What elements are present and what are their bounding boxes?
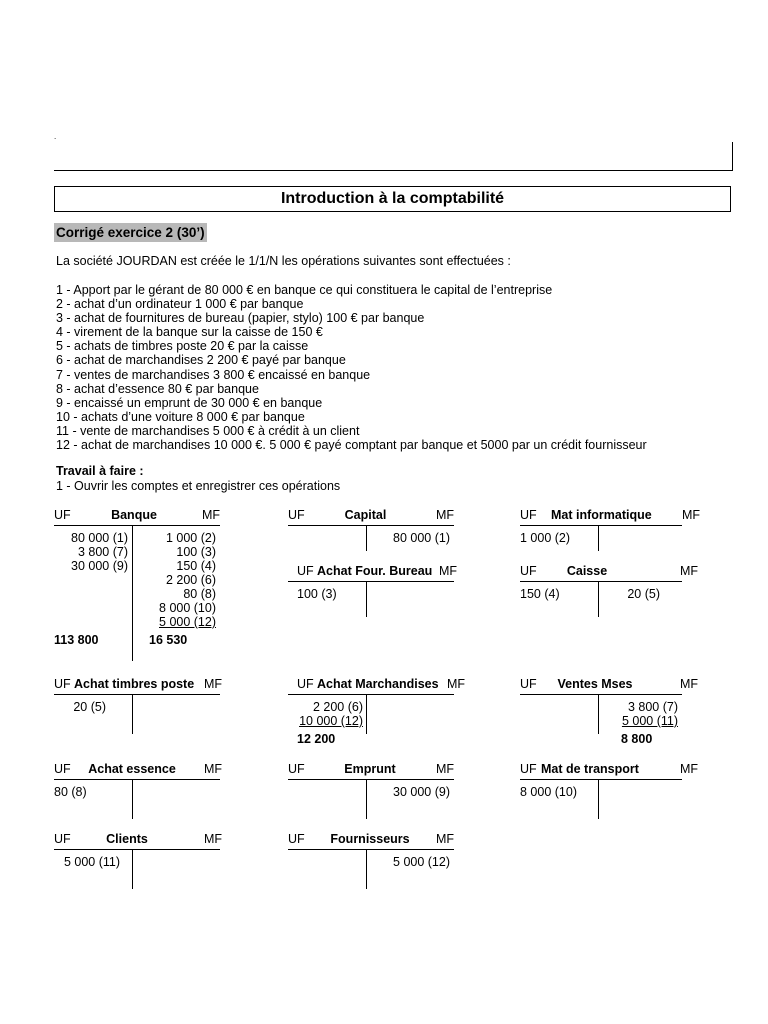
account-credit (370, 785, 450, 799)
mf-label: MF (679, 677, 698, 691)
credit-entry: 2 200 (6) (165, 573, 216, 587)
t-account-vline (366, 525, 367, 551)
credit-total: 8 800 (621, 732, 653, 746)
account-name: Achat Marchandises (317, 677, 439, 691)
page-title: Introduction à la comptabilité (54, 186, 731, 212)
account-achat-marchandises (297, 676, 477, 746)
account-name: Caisse (566, 564, 608, 578)
uf-label: UF (520, 677, 537, 691)
debit-entry: 1 000 (2) (520, 531, 571, 545)
t-account-hline (54, 694, 220, 695)
account-name: Clients (106, 832, 148, 846)
account-achat-four-bureau (297, 563, 477, 623)
uf-label: UF (54, 762, 71, 776)
t-account-hline (288, 779, 454, 780)
credit-entry: 8 000 (10) (159, 601, 216, 615)
account-mat-informatique (520, 507, 700, 567)
credit-entry: 30 000 (9) (393, 785, 450, 799)
uf-label: UF (54, 508, 71, 522)
t-account-vline (598, 779, 599, 819)
debit-entry: 3 800 (7) (77, 545, 128, 559)
uf-label: UF (297, 564, 314, 578)
credit-entry: 100 (3) (176, 545, 216, 559)
operation-item: 8 - achat d’essence 80 € par banque (56, 381, 259, 396)
operation-item: 4 - virement de la banque sur la caisse de 150 € (56, 325, 323, 340)
account-name: Achat essence (88, 762, 176, 776)
mf-label: MF (435, 832, 454, 846)
account-debit (297, 587, 371, 601)
debit-entry: 8 000 (10) (520, 785, 577, 799)
uf-label: UF (520, 762, 537, 776)
mf-label: MF (203, 832, 222, 846)
account-banque (54, 507, 234, 662)
operation-item: 10 - achats d’une voiture 8 000 € par banque (56, 409, 305, 424)
t-account-vline (366, 849, 367, 889)
t-account-hline (520, 581, 682, 582)
account-name: Emprunt (344, 762, 396, 776)
header-vrule (732, 142, 733, 171)
mf-label: MF (435, 762, 454, 776)
debit-entry: 80 000 (1) (71, 531, 128, 545)
t-account-hline (54, 779, 220, 780)
account-debit (520, 785, 594, 799)
debit-total: 12 200 (297, 732, 336, 746)
account-debit (520, 587, 594, 601)
t-account-hline (520, 694, 682, 695)
operation-item: 1 - Apport par le gérant de 80 000 € en banque ce qui constituera le capital de l’entreprise (56, 283, 553, 297)
credit-entry: 80 000 (1) (393, 531, 450, 545)
mf-label: MF (201, 508, 220, 522)
debit-entry: 10 000 (12) (299, 714, 363, 728)
account-emprunt (288, 761, 468, 821)
debit-entry: 100 (3) (297, 587, 337, 601)
t-account-vline (132, 849, 133, 889)
account-credit (132, 531, 216, 629)
mf-label: MF (679, 762, 698, 776)
t-account-hline (54, 525, 220, 526)
operation-item: 2 - achat d’un ordinateur 1 000 € par banque (56, 297, 304, 312)
exercise-subtitle: Corrigé exercice 2 (30’) (56, 225, 205, 240)
uf-label: UF (54, 677, 71, 691)
operations-list (56, 283, 647, 452)
operation-item: 9 - encaissé un emprunt de 30 000 € en banque (56, 395, 323, 410)
uf-label: UF (288, 832, 305, 846)
uf-label: UF (288, 508, 305, 522)
account-debit (54, 785, 128, 799)
uf-label: UF (288, 762, 305, 776)
uf-label: UF (297, 677, 314, 691)
account-credit (602, 587, 660, 601)
credit-entry: 150 (4) (176, 559, 216, 573)
operation-item: 5 - achats de timbres poste 20 € par la caisse (56, 339, 309, 354)
intro-text: La société JOURDAN est créée le 1/1/N les opérations suivantes sont effectuées : (56, 254, 511, 268)
account-debit (54, 855, 120, 869)
t-account-hline (288, 525, 454, 526)
operation-item: 12 - achat de marchandises 10 000 €. 5 000 € payé comptant par banque et 5000 par un crédit fournisseur (56, 438, 647, 453)
credit-entry: 5 000 (11) (621, 714, 678, 728)
account-credit (370, 531, 450, 545)
account-name: Banque (111, 508, 157, 522)
debit-entry: 80 (8) (54, 785, 87, 799)
credit-entry: 5 000 (12) (393, 855, 450, 869)
credit-entry: 5 000 (12) (159, 615, 216, 629)
t-account-vline (598, 525, 599, 551)
account-name: Ventes Mses (557, 677, 633, 691)
operation-item: 7 - ventes de marchandises 3 800 € encaissé en banque (56, 367, 371, 382)
t-account-vline (598, 581, 599, 617)
account-name: Fournisseurs (330, 832, 410, 846)
account-name: Capital (344, 508, 387, 522)
account-fournisseurs (288, 831, 468, 891)
mf-label: MF (446, 677, 465, 691)
account-debit (297, 700, 363, 728)
account-achat-essence (54, 761, 234, 821)
account-debit (520, 531, 594, 545)
t-account-hline (288, 849, 454, 850)
debit-entry: 30 000 (9) (71, 559, 128, 573)
debit-entry: 2 200 (6) (312, 700, 363, 714)
account-debit (54, 700, 106, 714)
mf-label: MF (203, 762, 222, 776)
operation-item: 11 - vente de marchandises 5 000 € à crédit à un client (56, 423, 360, 438)
account-ventes-mses (520, 676, 700, 746)
mf-label: MF (681, 508, 700, 522)
account-caisse (520, 563, 700, 623)
account-name: Mat de transport (541, 762, 639, 776)
t-account-hline (520, 525, 682, 526)
mf-label: MF (435, 508, 454, 522)
account-mat-transport (520, 761, 700, 821)
credit-total: 16 530 (149, 633, 188, 647)
debit-entry: 150 (4) (520, 587, 560, 601)
uf-label: UF (54, 832, 71, 846)
t-account-vline (366, 779, 367, 819)
account-achat-timbres (54, 676, 234, 736)
t-account-hline (288, 694, 454, 695)
t-account-vline (132, 779, 133, 819)
header-rule (54, 170, 733, 171)
account-debit (54, 531, 128, 573)
t-account-vline (132, 694, 133, 734)
t-account-vline (598, 694, 599, 734)
account-clients (54, 831, 234, 891)
task-title: Travail à faire : (56, 464, 144, 478)
uf-label: UF (520, 508, 537, 522)
header-mark: . (54, 132, 57, 141)
credit-entry: 80 (8) (183, 587, 216, 601)
credit-entry: 3 800 (7) (627, 700, 678, 714)
t-account-hline (288, 581, 454, 582)
uf-label: UF (520, 564, 537, 578)
account-credit (370, 855, 450, 869)
account-credit (602, 700, 678, 728)
t-account-hline (54, 849, 220, 850)
debit-entry: 20 (5) (73, 700, 106, 714)
operation-item: 6 - achat de marchandises 2 200 € payé par banque (56, 353, 346, 368)
debit-entry: 5 000 (11) (63, 855, 120, 869)
mf-label: MF (203, 677, 222, 691)
debit-total: 113 800 (54, 633, 99, 647)
mf-label: MF (679, 564, 698, 578)
account-name: Mat informatique (551, 508, 652, 522)
account-capital (288, 507, 468, 567)
credit-entry: 20 (5) (627, 587, 660, 601)
credit-entry: 1 000 (2) (165, 531, 216, 545)
t-account-hline (520, 779, 682, 780)
mf-label: MF (438, 564, 457, 578)
account-name: Achat timbres poste (74, 677, 195, 691)
task-item: 1 - Ouvrir les comptes et enregistrer ces opérations (56, 479, 341, 493)
operation-item: 3 - achat de fournitures de bureau (papier, stylo) 100 € par banque (56, 311, 425, 326)
account-name: Achat Four. Bureau (317, 564, 433, 578)
t-account-vline (366, 694, 367, 734)
